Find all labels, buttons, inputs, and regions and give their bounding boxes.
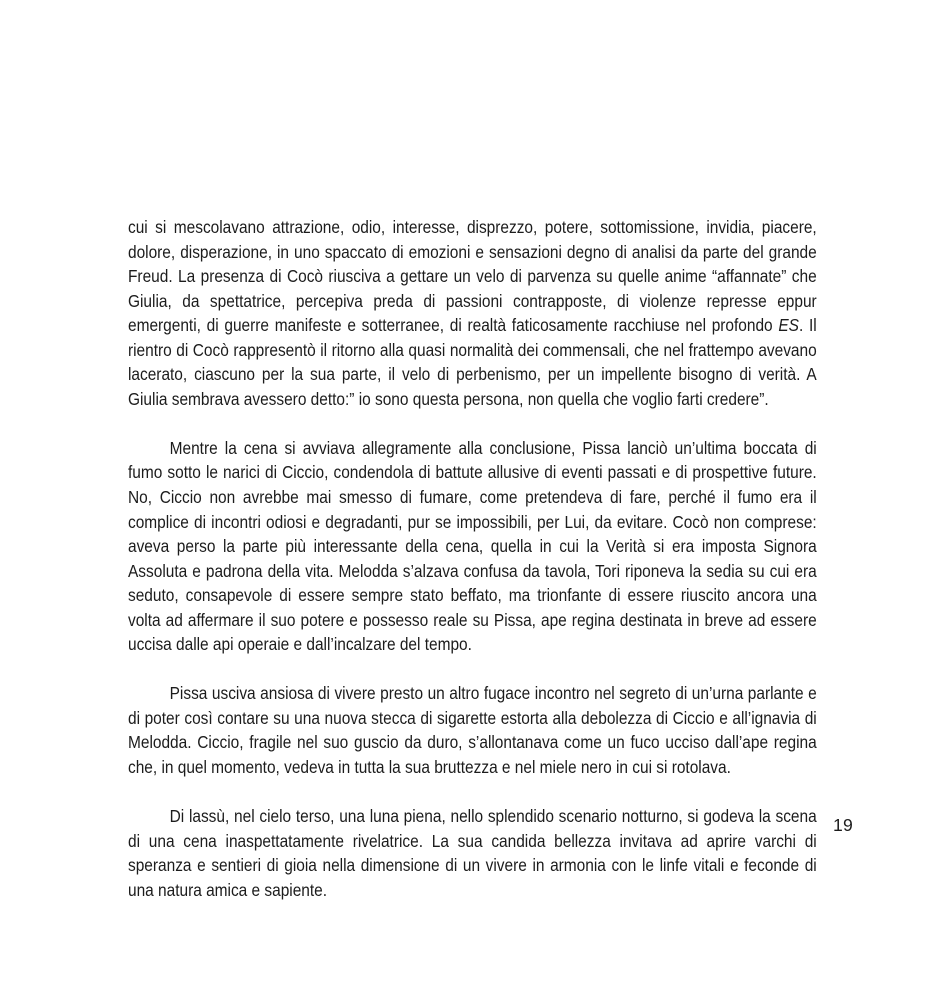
page-number: 19 [833, 815, 853, 835]
paragraph-1-text-part-2: . Il rientro di Cocò rappresentò il ritorno alla quasi normalità dei commensali, che nel frattempo avevano lacerato, ciascuno per la sua parte, il velo di perbenismo, per un impellente bisogno di verità. A Giulia sembrava avessero detto:” io sono questa persona, non quella che voglio farti credere”. [128, 316, 817, 409]
paragraph-4 [128, 805, 817, 928]
paragraph-1-text-part-1: cui si mescolavano attrazione, odio, interesse, disprezzo, potere, sottomissione, invidia, piacere, dolore, disperazione, in uno spaccato di emozioni e sensazioni degno di analisi da parte del grande Freud. La presenza di Cocò riusciva a gettare un velo di parvenza su quelle anime “affannate” che Giulia, da spettatrice, percepiva preda di passioni contrapposte, di violenze represse eppur emergenti, di guerre manifeste e sotterranee, di realtà faticosamente racchiuse nel profondo [128, 218, 817, 336]
italic-term-es: ES [778, 316, 799, 336]
paragraph-1 [128, 216, 817, 437]
page-text-body [128, 216, 817, 928]
paragraph-4-text: Di lassù, nel cielo terso, una luna piena, nello splendido scenario notturno, si godeva la scena di una cena inaspettatamente rivelatrice. La sua candida bellezza invitava ad aprire varchi di speranza e sentieri di gioia nella dimensione di un vivere in armonia con le linfe vitali e feconde di una natura amica e sapiente. [128, 807, 817, 900]
paragraph-2-text: Mentre la cena si avviava allegramente alla conclusione, Pissa lanciò un’ultima boccata di fumo sotto le narici di Ciccio, condendola di battute allusive di eventi passati e di prospettive future. No, Ciccio non avrebbe mai smesso di fumare, come pretendeva di fare, perché il fumo era il complice di incontri odiosi e degradanti, pur se impossibili, per Lui, da evitare. Cocò non comprese: aveva perso la parte più interessante della cena, quella in cui la Verità si era imposta Signora Assoluta e padrona della vita. Melodda s’alzava confusa da tavola, Tori riponeva la sedia su cui era seduto, consapevole di essere sempre stato beffato, ma trionfante di essere riuscito ancora una volta ad affermare il suo potere e possesso reale su Pissa, ape regina destinata in breve ad essere uccisa dalle api operaie e dall’incalzare del tempo. [128, 438, 817, 655]
paragraph-3 [128, 682, 817, 805]
paragraph-2 [128, 437, 817, 682]
paragraph-3-text: Pissa usciva ansiosa di vivere presto un altro fugace incontro nel segreto di un’urna parlante e di poter così contare su una nuova stecca di sigarette estorta alla debolezza di Ciccio e all’ignavia di Melodda. Ciccio, fragile nel suo guscio da duro, s’allontanava come un fuco ucciso dall’ape regina che, in quel momento, vedeva in tutta la sua bruttezza e nel miele nero in cui si rotolava. [128, 684, 817, 778]
